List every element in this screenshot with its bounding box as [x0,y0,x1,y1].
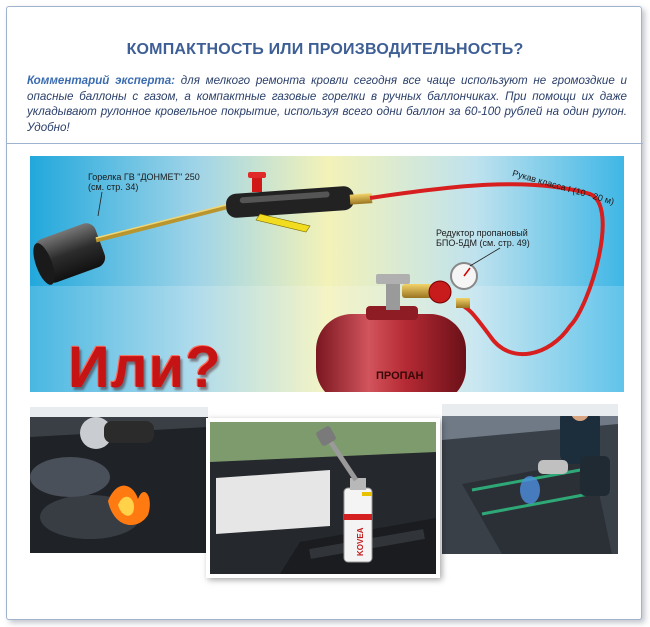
comment-text: для мелкого ремонта кровли сегодня все чаще используют не громоздкие и опасные баллоны с газом, а компактные газовые горелки в ручных баллончиках. При помощи их даже укладывают рулонное кровельное покрытие, используя всего одни баллон за 60-100 рублей на один рулон. Удобно! [27,74,627,134]
divider [7,143,643,144]
cylinder-label: ПРОПАН [376,370,424,382]
comment-lead: Комментарий эксперта: [27,74,176,87]
photo-compact-torch [206,418,440,578]
equipment-diagram [30,156,624,392]
hose-label: Рукав класса I (10 - 20 м) [511,168,616,207]
burner-label [88,172,200,192]
reducer-label [436,228,530,248]
photo-left-image [30,407,208,553]
burner-label-line1: Горелка ГВ "ДОНМЕТ" 250 [88,172,200,182]
ili-text: Или? [68,335,222,392]
reducer-label-line2: БПО-5ДМ (см. стр. 49) [436,238,530,248]
photo-right-image [442,404,618,554]
photo-roof-torching [30,407,208,553]
can-brand: KOVEA [356,527,365,556]
reducer-label-line1: Редуктор пропановый [436,228,528,238]
page-title: КОМПАКТНОСТЬ ИЛИ ПРОИЗВОДИТЕЛЬНОСТЬ? [126,41,524,58]
expert-comment [27,73,627,135]
photo-gas-burner [442,404,618,554]
burner-label-line2: (см. стр. 34) [88,182,139,192]
photo-mid-image [210,422,436,574]
